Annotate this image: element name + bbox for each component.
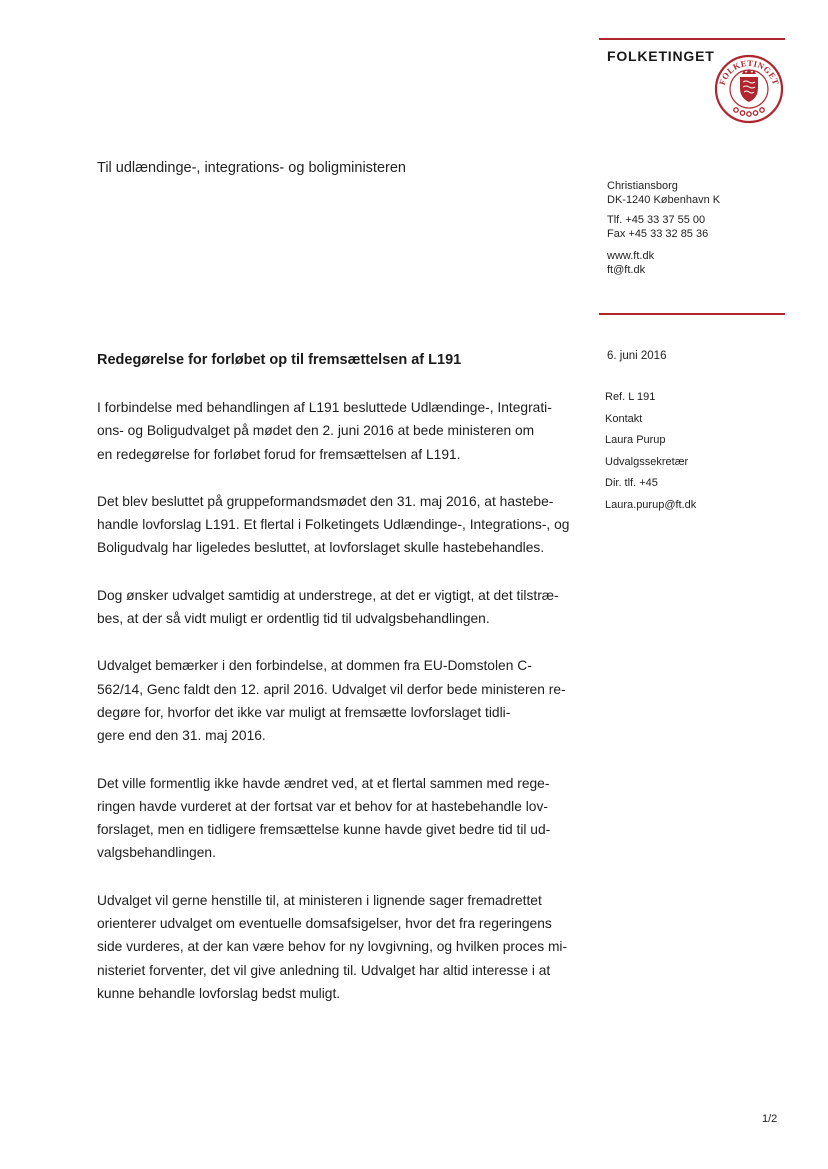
text-line: forslaget, men en tidligere fremsættelse kunne havde givet bedre tid til ud- (97, 822, 551, 838)
contact-title: Udvalgssekretær (605, 455, 689, 468)
text-line: ons- og Boligudvalget på mødet den 2. juni 2016 at bede ministeren om (97, 423, 535, 439)
text-line: gere end den 31. maj 2016. (97, 728, 266, 744)
text-line: degøre for, hvorfor det ikke var muligt at fremsætte lovforslaget tidli- (97, 704, 511, 720)
text-line: Udvalget bemærker i den forbindelse, at dommen fra EU-Domstolen C- (97, 658, 532, 674)
text-line: en redegørelse for forløbet forud for fremsættelsen af L191. (97, 446, 461, 462)
paragraph (97, 654, 587, 747)
text-line: I forbindelse med behandlingen af L191 besluttede Udlændinge-, Integrati- (97, 400, 552, 415)
text-line: ringen havde vurderet at der fortsat var et behov for at hastebehandle lov- (97, 798, 548, 814)
phone-number: Tlf. +45 33 37 55 00 (607, 214, 706, 226)
addressee: Til udlændinge-, integrations- og boligministeren (97, 160, 406, 176)
folketinget-seal-logo (714, 54, 784, 124)
text-line: kunne behandle lovforslag bedst muligt. (97, 985, 341, 1001)
contact-email[interactable]: Laura.purup@ft.dk (605, 498, 697, 511)
reference-number: Ref. L 191 (605, 391, 656, 403)
address-line: Christiansborg (607, 180, 678, 192)
paragraph (97, 396, 587, 466)
sidebar-rule (599, 313, 785, 315)
text-line: nisteriet forventer, det vil give anledning til. Udvalget har altid interesse i at (97, 962, 551, 978)
paragraph (97, 772, 587, 865)
paragraph (97, 889, 587, 1005)
text-line: Det ville formentlig ikke havde ændret ved, at et flertal sammen med rege- (97, 775, 550, 791)
letter-body (97, 396, 587, 1029)
seal-text: FOLKETINGET (716, 57, 782, 87)
sender-web (607, 249, 654, 277)
header-rule (599, 38, 785, 40)
text-line: side vurderes, at der kan være behov for ny lovgivning, og hvilken proces mi- (97, 939, 568, 955)
brand-name: FOLKETINGET (607, 48, 715, 64)
contact-name: Laura Purup (605, 434, 666, 446)
subject-heading: Redegørelse for forløbet op til fremsættelsen af L191 (97, 352, 462, 368)
address-line: DK-1240 København K (607, 194, 721, 206)
text-line: Udvalget vil gerne henstille til, at ministeren i lignende sager fremadrettet (97, 892, 542, 908)
contact-label: Kontakt (605, 412, 643, 425)
reference-block (605, 391, 696, 520)
website-link[interactable]: www.ft.dk (607, 250, 655, 262)
paragraph (97, 490, 587, 560)
page-number: 1/2 (762, 1113, 778, 1125)
text-line: handle lovforslag L191. Et flertal i Folketingets Udlændinge-, Integrations-, og (97, 517, 570, 533)
direct-phone: Dir. tlf. +45 (605, 477, 658, 489)
letter-date: 6. juni 2016 (607, 350, 667, 362)
sender-address (607, 179, 720, 207)
text-line: Dog ønsker udvalget samtidig at understrege, at det er vigtigt, at det tilstræ- (97, 587, 559, 603)
email-link[interactable]: ft@ft.dk (607, 264, 646, 276)
text-line: bes, at der så vidt muligt er ordentlig tid til udvalgsbehandlingen. (97, 611, 490, 627)
paragraph (97, 584, 587, 631)
text-line: orienterer udvalget om eventuelle domsafsigelser, hvor det fra regeringens (97, 916, 552, 932)
text-line: Det blev besluttet på gruppeformandsmødet den 31. maj 2016, at hastebe- (97, 493, 554, 509)
sender-phones (607, 213, 708, 241)
text-line: Boligudvalg har ligeledes besluttet, at lovforslaget skulle hastebehandles. (97, 540, 545, 556)
text-line: 562/14, Genc faldt den 12. april 2016. Udvalget vil derfor bede ministeren re- (97, 681, 566, 697)
fax-number: Fax +45 33 32 85 36 (607, 228, 709, 240)
text-line: valgsbehandlingen. (97, 845, 216, 861)
